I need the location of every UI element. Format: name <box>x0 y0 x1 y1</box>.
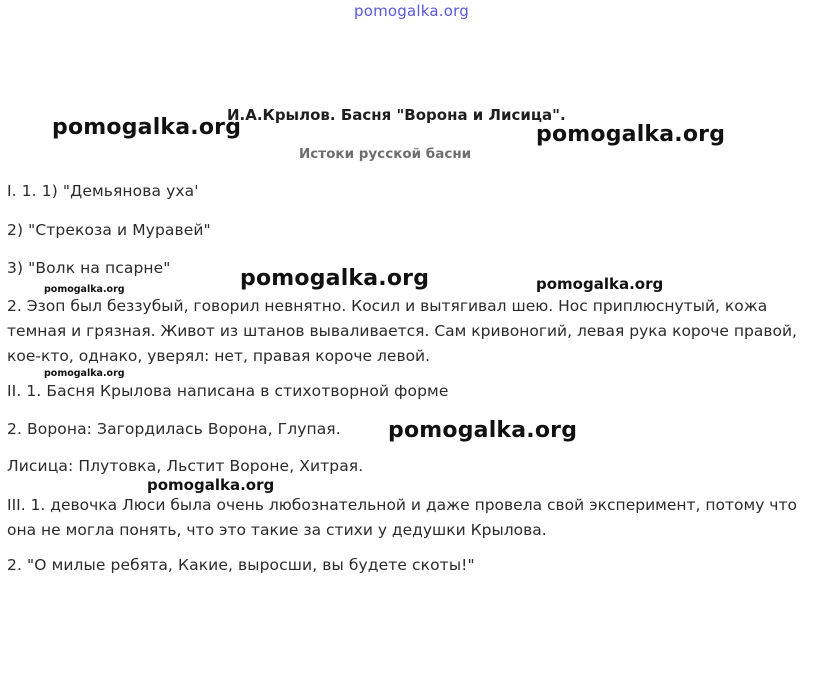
answer-paragraph-aesop: 2. Эзоп был беззубый, говорил невнятно. Косил и вытягивал шею. Нос приплюснутый, кожа темная и грязная. Живот из штанов вываливается. Сам кривоногий, левая рука короче правой, кое-кто, однако, уверял: нет, правая короче левой. <box>7 297 797 365</box>
answer-line-crow: 2. Ворона: Загордилась Ворона, Глупая. <box>7 420 341 438</box>
watermark-mid-right: pomogalka.org <box>536 275 664 293</box>
watermark-lower: pomogalka.org <box>388 418 578 443</box>
answer-paragraph-lucy: III. 1. девочка Люси была очень любознательной и даже провела свой эксперимент, потому что она не могла понять, что это такие за стихи у дедушки Крылова. <box>7 496 797 539</box>
watermark-bottom: pomogalka.org <box>147 476 275 494</box>
answer-line-fox: Лисица: Плутовка, Льстит Вороне, Хитрая. <box>7 457 364 475</box>
answer-line-form: II. 1. Басня Крылова написана в стихотворной форме <box>7 382 449 400</box>
top-watermark: pomogalka.org <box>354 2 469 20</box>
watermark-small-2: pomogalka.org <box>44 368 125 379</box>
watermark-small-1: pomogalka.org <box>44 284 125 295</box>
answer-line-2: 2) "Стрекоза и Муравей" <box>7 221 211 239</box>
page-subtitle: Истоки русской басни <box>299 146 472 162</box>
answer-line-3: 3) "Волк на псарне" <box>7 259 171 277</box>
watermark-left: pomogalka.org <box>52 115 242 140</box>
watermark-right: pomogalka.org <box>536 122 726 147</box>
watermark-center: pomogalka.org <box>240 266 430 291</box>
answer-line-quote: 2. "О милые ребята, Какие, выросши, вы будете скоты!" <box>7 556 475 574</box>
answer-line-1: I. 1. 1) "Демьянова уха' <box>7 182 199 200</box>
page-title: И.А.Крылов. Басня "Ворона и Лисица". <box>227 106 566 124</box>
